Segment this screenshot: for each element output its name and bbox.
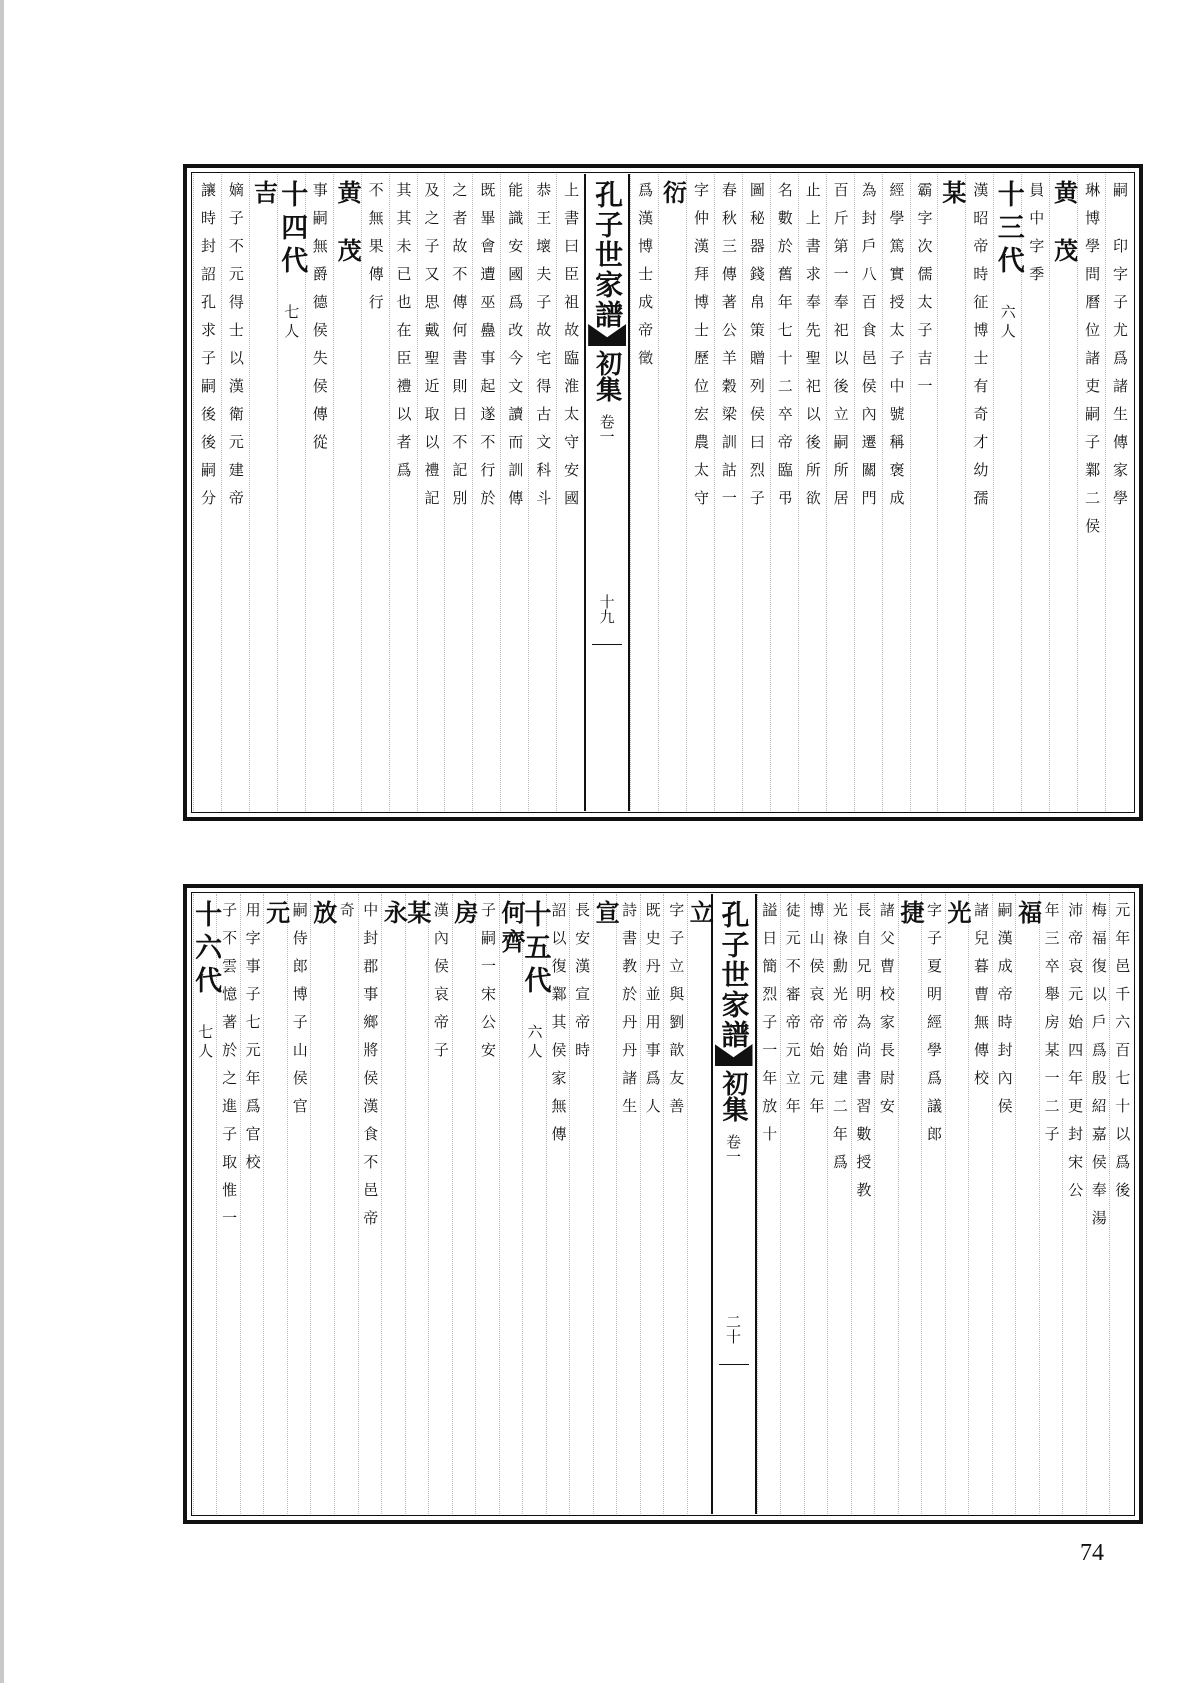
column-text: 年三卒舉房某一二子 xyxy=(1042,902,1061,1154)
text-column xyxy=(640,894,664,1514)
column-text: 恭王壞夫子故宅得古文科斗 xyxy=(534,182,553,518)
text-column xyxy=(742,174,770,811)
person-name: 何齊 xyxy=(496,900,526,958)
column-text: 能識安國爲改今文讀而訓傳 xyxy=(506,182,525,518)
generation-label: 十六代 xyxy=(190,900,222,999)
text-column xyxy=(804,894,828,1514)
person-name: 放 xyxy=(308,900,338,929)
person-name-column xyxy=(449,894,479,1514)
text-column xyxy=(475,894,499,1514)
text-column xyxy=(221,174,249,811)
center-title-column xyxy=(711,894,757,1514)
volume-label: 卷一 xyxy=(597,414,616,444)
text-column xyxy=(714,174,742,811)
person-name: 宣 xyxy=(591,900,621,929)
text-column xyxy=(910,174,938,811)
top-page-block xyxy=(183,164,1143,821)
text-column xyxy=(334,894,358,1514)
person-name-column xyxy=(895,894,925,1514)
center-title-column xyxy=(584,174,630,811)
text-column xyxy=(1062,894,1086,1514)
bottom-columns xyxy=(190,894,1133,1514)
column-text: 徒元不審帝元立年 xyxy=(783,902,802,1126)
person-name-column xyxy=(1013,894,1043,1514)
person-name-column xyxy=(379,894,409,1514)
text-column xyxy=(1039,894,1063,1514)
column-text: 詩書教於丹丹諸生 xyxy=(620,902,639,1126)
generation-heading xyxy=(519,894,551,1514)
person-name: 永 xyxy=(379,900,409,929)
column-text: 為封戶八百食邑侯內遷關門 xyxy=(859,182,878,518)
generation-label: 十四代 xyxy=(276,180,308,279)
text-column xyxy=(1109,894,1133,1514)
book-title: 孔子世家譜 xyxy=(591,180,625,330)
text-column xyxy=(854,174,882,811)
generation-heading xyxy=(190,894,222,1514)
text-column xyxy=(686,174,714,811)
generation-count: 七人 xyxy=(196,1024,215,1062)
person-name-column xyxy=(308,894,338,1514)
column-text: 春秋三傳著公羊穀梁訓詁一 xyxy=(719,182,738,518)
person-name-column xyxy=(937,174,965,811)
text-column xyxy=(358,894,382,1514)
text-column xyxy=(556,174,584,811)
column-text: 博山侯哀帝始元年 xyxy=(807,902,826,1126)
column-text: 字子夏明經學爲議郎 xyxy=(924,902,943,1154)
text-column xyxy=(874,894,898,1514)
text-column xyxy=(428,894,452,1514)
person-name: 衍 xyxy=(658,180,688,209)
text-column xyxy=(240,894,264,1514)
generation-label: 十三代 xyxy=(992,180,1024,279)
text-column xyxy=(569,894,593,1514)
column-text: 嗣漢成帝時封內侯 xyxy=(995,902,1014,1126)
text-column xyxy=(780,894,804,1514)
text-column xyxy=(528,174,556,811)
column-text: 琳博學問曆位諸吏嗣子鄴二侯 xyxy=(1083,182,1102,546)
column-text: 諸父曹校家長尉安 xyxy=(877,902,896,1126)
text-column xyxy=(965,174,993,811)
generation-heading xyxy=(276,174,308,811)
text-column xyxy=(193,174,221,811)
person-name: 房 xyxy=(449,900,479,929)
generation-count: 七人 xyxy=(282,304,301,342)
generation-heading xyxy=(992,174,1024,811)
column-text: 嫡子不元得士以漢衛元建帝 xyxy=(226,182,245,518)
text-column xyxy=(851,894,875,1514)
text-column xyxy=(1077,174,1105,811)
column-text: 奇 xyxy=(337,902,356,930)
text-column xyxy=(417,174,445,811)
generation-count: 六人 xyxy=(998,304,1017,342)
person-name-column xyxy=(658,174,686,811)
generation-label: 十五代 xyxy=(519,900,551,999)
page-rule xyxy=(592,644,622,645)
volume-label: 卷一 xyxy=(724,1134,742,1164)
text-column xyxy=(389,174,417,811)
column-text: 沛帝哀元始四年更封宋公 xyxy=(1066,902,1085,1210)
person-name: 黄 茂 xyxy=(333,180,363,267)
column-text: 止上書求奉先聖祀以後所欲 xyxy=(803,182,822,518)
column-text: 光祿勳光帝始建二年爲 xyxy=(830,902,849,1182)
column-text: 元年邑千六百七十以爲後 xyxy=(1113,902,1132,1210)
text-column xyxy=(921,894,945,1514)
text-column xyxy=(1086,894,1110,1514)
book-subtitle: 初集 xyxy=(718,1070,748,1122)
person-name-column xyxy=(685,894,715,1514)
column-text: 詔以復鄴其侯家無傳 xyxy=(549,902,568,1154)
top-columns xyxy=(193,174,1133,811)
text-column xyxy=(798,174,826,811)
text-column xyxy=(472,174,500,811)
person-name: 某 xyxy=(937,180,967,209)
column-text: 其其未已也在臣禮以者爲 xyxy=(394,182,413,490)
page-number: 74 xyxy=(1080,1540,1104,1566)
column-text: 既畢會遭巫蠱事起遂不行於 xyxy=(478,182,497,518)
text-column xyxy=(770,174,798,811)
column-text: 及之子又思戴聖近取以禮記 xyxy=(422,182,441,518)
column-text: 之者故不傳何書則日不記別 xyxy=(450,182,469,518)
column-text: 霸字次儒太子吉一 xyxy=(915,182,934,406)
column-text: 爲漢博士成帝徵 xyxy=(636,182,655,378)
person-name-column xyxy=(496,894,526,1514)
person-name: 立 xyxy=(685,900,715,929)
text-column xyxy=(500,174,528,811)
person-name-column xyxy=(402,894,432,1514)
column-text: 漢昭帝時征博士有奇才幼孺 xyxy=(971,182,990,518)
column-text: 不無果傳行 xyxy=(366,182,385,322)
person-name: 元 xyxy=(261,900,291,929)
column-text: 子不雲憶著於之進子取惟一 xyxy=(220,902,239,1238)
text-column xyxy=(444,174,472,811)
column-text: 用字事子七元年爲官校 xyxy=(243,902,262,1182)
person-name-column xyxy=(943,894,973,1514)
column-text: 中封郡事鄉將侯漢食不邑帝 xyxy=(361,902,380,1238)
text-column xyxy=(361,174,389,811)
column-text: 梅福復以戶爲殷紹嘉侯奉湯 xyxy=(1089,902,1108,1238)
person-name-column xyxy=(249,174,277,811)
person-name-column xyxy=(261,894,291,1514)
person-name: 某 xyxy=(402,900,432,929)
leaf-number: 十九 xyxy=(597,594,616,624)
column-text: 長自兄明為尚書習數授教 xyxy=(854,902,873,1210)
column-text: 讓時封詔孔求子嗣後後嗣分 xyxy=(198,182,217,518)
leaf-number: 二十 xyxy=(724,1314,742,1344)
book-subtitle: 初集 xyxy=(591,350,622,402)
person-name: 黄 茂 xyxy=(1049,180,1079,267)
page-rule xyxy=(719,1364,749,1365)
column-text: 經學篤實授太子中號稱褒成 xyxy=(887,182,906,518)
column-text: 長安漢宣帝時 xyxy=(573,902,592,1070)
column-text: 事嗣無爵德侯失侯傳從 xyxy=(310,182,329,462)
person-name: 捷 xyxy=(895,900,925,929)
text-column xyxy=(968,894,992,1514)
column-text: 上書曰臣祖故臨淮太守安國 xyxy=(562,182,581,518)
text-column xyxy=(1105,174,1133,811)
column-text: 既史丹並用事爲人 xyxy=(643,902,662,1126)
scan-edge xyxy=(0,0,4,1683)
person-name-column xyxy=(591,894,621,1514)
text-column xyxy=(882,174,910,811)
text-column xyxy=(826,174,854,811)
person-name: 光 xyxy=(943,900,973,929)
generation-count: 六人 xyxy=(525,1024,544,1062)
person-name: 吉 xyxy=(249,180,279,209)
text-column xyxy=(287,894,311,1514)
column-text: 子嗣一宋公安 xyxy=(478,902,497,1070)
person-name: 福 xyxy=(1013,900,1043,929)
column-text: 字子立與劉歆友善 xyxy=(667,902,686,1126)
text-column xyxy=(757,894,781,1514)
book-title: 孔子世家譜 xyxy=(717,900,751,1050)
text-column xyxy=(663,894,687,1514)
column-text: 謚日簡烈子一年放十 xyxy=(760,902,779,1154)
text-column xyxy=(827,894,851,1514)
column-text: 字仲漢拜博士歷位宏農太守 xyxy=(691,182,710,518)
column-text: 嗣 印字子尤爲諸生傳家學 xyxy=(1111,182,1130,518)
person-name-column xyxy=(1049,174,1077,811)
column-text: 圖秘器錢帛策贈列侯曰烈子 xyxy=(747,182,766,518)
column-text: 漢內侯哀帝子 xyxy=(431,902,450,1070)
person-name-column xyxy=(333,174,361,811)
bottom-page-block xyxy=(183,884,1143,1524)
column-text: 百斤第一奉祀以後立嗣所居 xyxy=(831,182,850,518)
column-text: 名數於舊年七十二卒帝臨弔 xyxy=(775,182,794,518)
text-column xyxy=(992,894,1016,1514)
column-text: 諸兒暮曹無傳校 xyxy=(972,902,991,1098)
text-column xyxy=(616,894,640,1514)
text-column xyxy=(630,174,658,811)
column-text: 員中字季 xyxy=(1027,182,1046,294)
column-text: 嗣侍郎博子山侯官 xyxy=(290,902,309,1126)
